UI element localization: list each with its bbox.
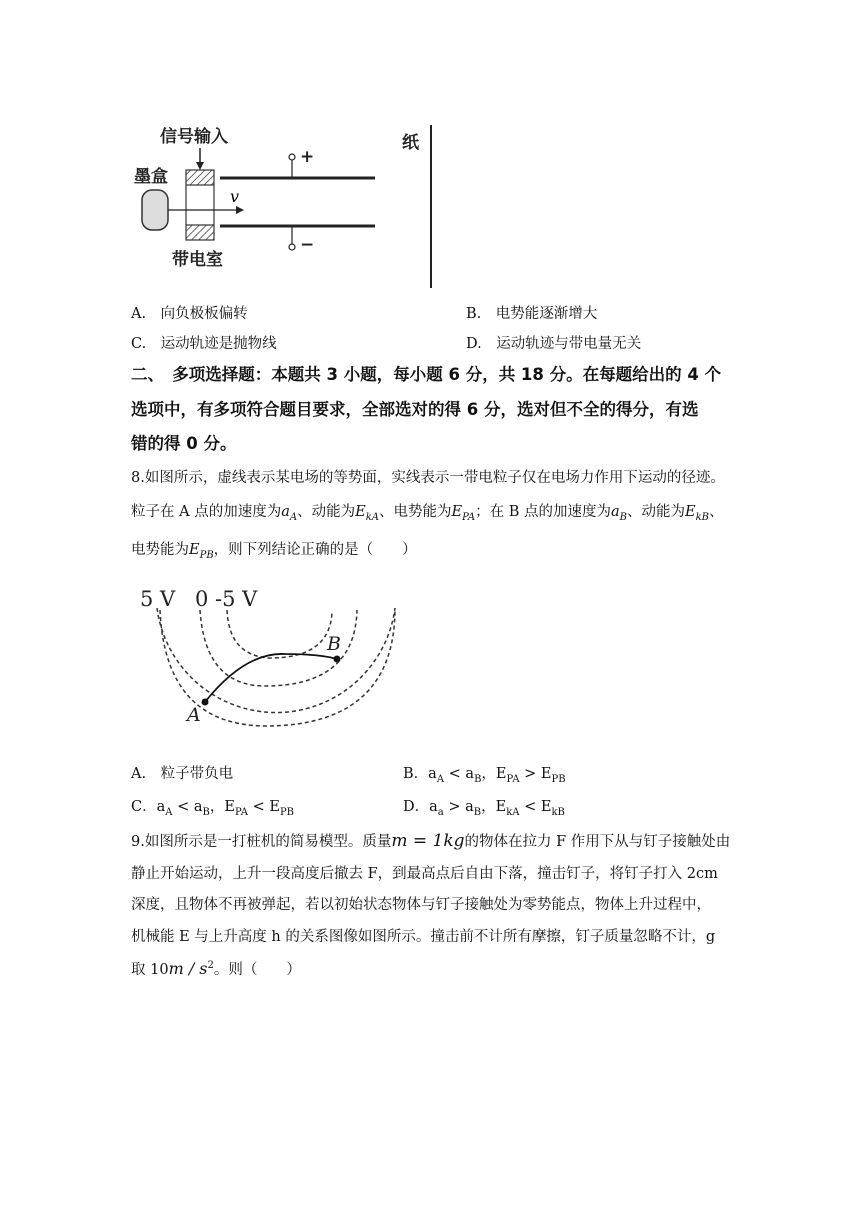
ink-box-label: 墨盒	[134, 167, 168, 187]
inkjet-figure	[120, 120, 450, 290]
minus-label: −	[300, 235, 315, 255]
label-a: A	[187, 704, 201, 726]
q9-line1: 9.如图所示是一打桩机的简易模型。质量m = 1kg的物体在拉力 F 作用下从与钉子接触处由	[131, 831, 731, 851]
q9-line3: 深度，且物体不再被弹起，若以初始状态物体与钉子接触处为零势能点，物体上升过程中，	[131, 897, 711, 913]
label-b: B	[327, 633, 341, 655]
charge-room-bottom	[186, 225, 214, 240]
q7-option-c: C. 运动轨迹是抛物线	[131, 336, 277, 352]
q8-line3: 电势能为$E_{PB}$，则下列结论正确的是（ ）	[131, 542, 417, 561]
paper-label: 纸	[402, 133, 419, 153]
section2-line1: 二、 多项选择题：本题共 3 小题，每小题 6 分，共 18 分。在每题给出的 4 个	[131, 365, 722, 384]
q7-option-b: B. 电势能逐渐增大	[466, 306, 598, 322]
q8-line1: 8.如图所示，虚线表示某电场的等势面，实线表示一带电粒子仅在电场力作用下运动的径迹。	[131, 470, 725, 486]
q7-option-d: D. 运动轨迹与带电量无关	[466, 336, 642, 352]
velocity-label: v	[230, 187, 240, 206]
plus-label: +	[300, 147, 315, 167]
q8-option-c: C．$a_A < a_B$，$E_{PA} < E_{PB}$	[131, 799, 295, 818]
section2-line3: 错的得 0 分。	[131, 434, 237, 453]
equipotential-neg5v	[227, 610, 332, 658]
label-0-neg5v: 0 -5 V	[195, 587, 258, 611]
point-b	[334, 656, 341, 663]
point-a	[202, 699, 209, 706]
negative-terminal	[289, 244, 295, 250]
q8-line2: 粒子在 A 点的加速度为$a_A$、动能为$E_{kA}$、电势能为$E_{PA}$；在 B 点的加速度为$a_B$、动能为$E_{kB}$、	[131, 504, 724, 523]
ink-box	[142, 190, 168, 230]
q8-option-d: D．$a_a > a_B$，$E_{kA} < E_{kB}$	[403, 799, 565, 818]
charge-room-top	[186, 170, 214, 185]
section2-line2: 选项中，有多项符合题目要求，全部选对的得 6 分，选对但不全的得分，有选	[131, 400, 699, 419]
q9-line5: 取 $10m / s^2$。则（ ）	[131, 959, 301, 978]
charge-room-label: 带电室	[172, 250, 223, 270]
q9-line4: 机械能 E 与上升高度 h 的关系图像如图所示。撞击前不计所有摩擦，钉子质量忽略不计，g	[131, 929, 716, 945]
particle-trajectory	[205, 654, 337, 702]
signal-arrowhead	[196, 162, 204, 170]
label-5v: 5 V	[140, 587, 176, 611]
signal-input-label: 信号输入	[160, 127, 228, 147]
q8-option-b: B．$a_A < a_B$，$E_{PA} > E_{PB}$	[403, 766, 566, 785]
positive-terminal	[289, 154, 295, 160]
equipotential-5v	[157, 608, 395, 713]
equipotential-figure	[125, 580, 415, 730]
q8-option-a: A. 粒子带负电	[131, 766, 234, 782]
q7-option-a: A. 向负极板偏转	[131, 306, 248, 322]
q9-line2: 静止开始运动，上升一段高度后撤去 F，到最高点后自由下落，撞击钉子，将钉子打入 2cm	[131, 866, 718, 882]
